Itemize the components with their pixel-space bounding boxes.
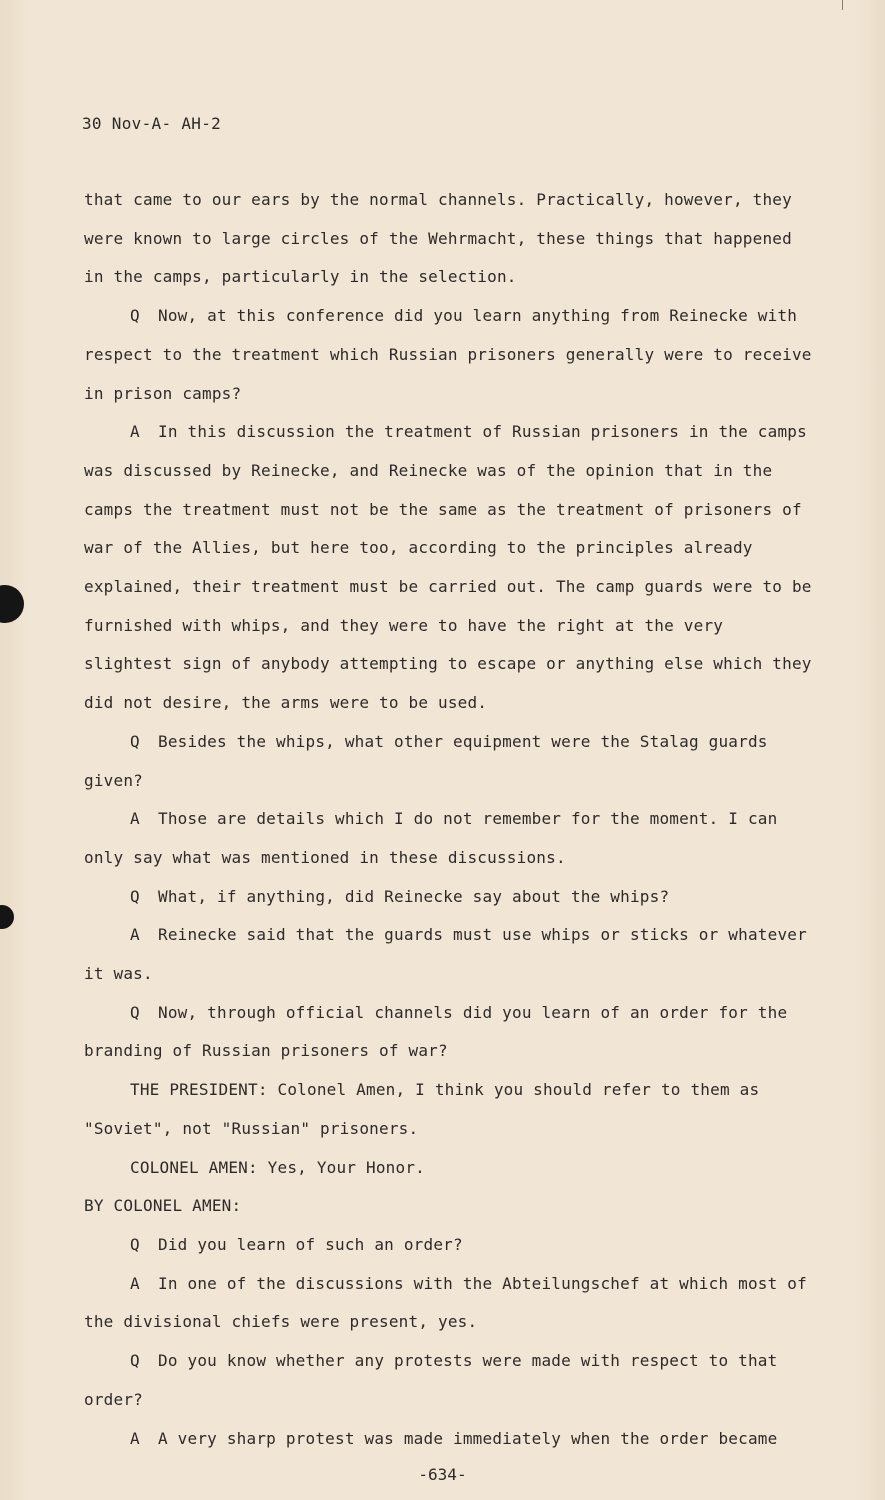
punch-hole-icon — [0, 585, 24, 623]
question-paragraph: Q What, if anything, did Reinecke say about the whips? — [130, 886, 670, 906]
question-paragraph: Q Did you learn of such an order? — [130, 1234, 463, 1254]
question-paragraph: Q Besides the whips, what other equipment were the Stalag guards given? — [84, 731, 768, 790]
answer-paragraph: A A very sharp protest was made immediately when the order became — [130, 1428, 778, 1448]
transcript-paragraph: that came to our ears by the normal channels. Practically, however, they were known to large circles of the Wehrmacht, these things that happened in the camps, particularly in the selection. — [84, 190, 792, 287]
examination-heading: BY COLONEL AMEN: — [84, 1196, 242, 1216]
answer-paragraph: A Those are details which I do not remember for the moment. I can only say what was mentioned in these discussions. — [84, 809, 778, 867]
answer-paragraph: A In one of the discussions with the Abteilungschef at which most of the divisional chiefs were present, yes. — [84, 1273, 807, 1332]
transcript-body — [84, 181, 819, 1458]
corner-mark — [842, 0, 843, 10]
question-paragraph: Q Now, at this conference did you learn anything from Reinecke with respect to the treatment which Russian prisoners generally were to receive in prison camps? — [84, 306, 812, 403]
question-paragraph: Q Do you know whether any protests were made with respect to that order? — [84, 1351, 778, 1409]
question-paragraph: Q Now, through official channels did you learn of an order for the branding of Russian prisoners of war? — [84, 1002, 788, 1061]
amen-statement: COLONEL AMEN: Yes, Your Honor. — [130, 1157, 425, 1177]
president-statement: THE PRESIDENT: Colonel Amen, I think you should refer to them as "Soviet", not "Russian" prisoners. — [84, 1080, 760, 1138]
page-number: -634- — [418, 1465, 467, 1484]
answer-paragraph: A In this discussion the treatment of Russian prisoners in the camps was discussed by Reinecke, and Reinecke was of the opinion that in the camps the treatment must not be the same as the treatment of prisoners of war of the Allies, but here too, according to the principles already explained, their treatment must be carried out. The camp guards were to be furnished with whips, and they were to have the right at the very slightest sign of anybody attempting to escape or anything else which they did not desire, the arms were to be used. — [84, 422, 812, 713]
punch-hole-icon — [0, 905, 14, 929]
document-id: 30 Nov-A- AH-2 — [82, 114, 222, 133]
answer-paragraph: A Reinecke said that the guards must use whips or sticks or whatever it was. — [84, 925, 807, 984]
